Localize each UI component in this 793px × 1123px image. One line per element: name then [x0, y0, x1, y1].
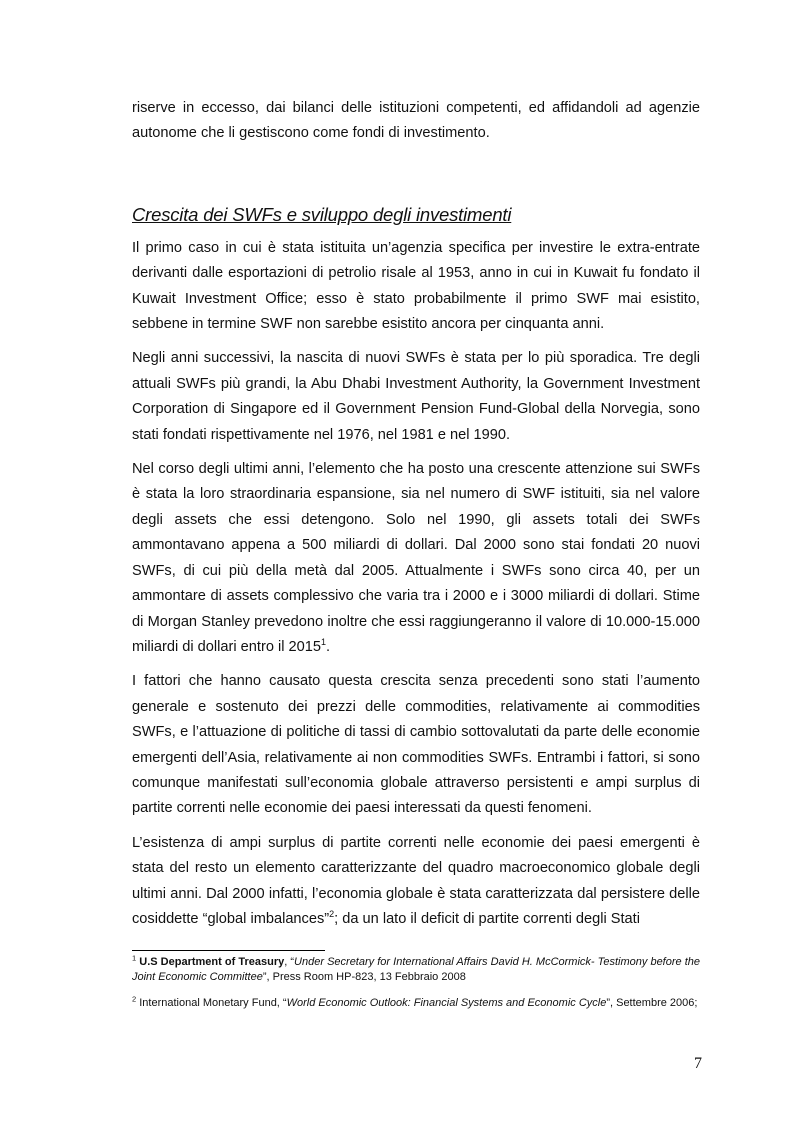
footnote-1: [132, 955, 700, 985]
footnote-author: U.S Department of Treasury: [139, 956, 285, 968]
paragraph-3: [132, 457, 700, 660]
footnote-pre: International Monetary Fund, “: [136, 997, 287, 1009]
paragraph-3-tail: .: [326, 638, 331, 655]
paragraph-1: Il primo caso in cui è stata istituita un’agenzia specifica per investire le extra-entrate derivanti dalle esportazioni di petrolio risale al 1953, anno in cui in Kuwait fu fondato il Kuwait Investment Office; esso è stato probabilmente il primo SWF mai esistito, sebbene in termine SWF non sarebbe esistito ancora per cinquanta anni.: [132, 239, 700, 333]
footnote-mark: 2: [132, 994, 137, 1004]
footnote-ref-2[interactable]: 2: [329, 909, 335, 920]
page-number: 7: [694, 1055, 702, 1072]
footnote-pre: , “: [284, 956, 295, 968]
footnote-post: ”, Press Room HP-823, 13 Febbraio 2008: [262, 971, 466, 983]
paragraph-5: [132, 831, 700, 933]
footnote-title: World Economic Outlook: Financial Systems and Economic Cycle: [286, 997, 607, 1009]
footnote-2: [132, 996, 700, 1011]
paragraph-5-text: L’esistenza di ampi surplus di partite correnti nelle economie dei paesi emergenti è stata del resto un elemento caratterizzante del quadro macroeconomico globale degli ultimi anni. Dal 2000 infatti, l’economia globale è stata caratterizzata dal persistere delle cosiddette “global imbalances”: [132, 834, 700, 927]
footnote-separator: [132, 950, 325, 951]
intro-paragraph: riserve in eccesso, dai bilanci delle istituzioni competenti, ed affidandoli ad agenzie autonome che li gestiscono come fondi di investimento.: [132, 100, 700, 142]
footnote-ref-1[interactable]: 1: [321, 637, 327, 648]
footnotes: [132, 955, 700, 1022]
paragraph-4: I fattori che hanno causato questa crescita senza precedenti sono stati l’aumento generale e sostenuto dei prezzi delle commodities, relativamente ai commodities SWFs, e l’attuazione di politiche di tassi di cambio sottovalutati da parte delle economie emergenti dell’Asia, relativamente ai non commodities SWFs. Entrambi i fattori, si sono comunque manifestati sull’economia globale attraverso persistenti e ampi surplus di partite correnti nelle economie dei paesi interessati da questi fenomeni.: [132, 673, 700, 817]
footnote-post: ”, Settembre 2006;: [606, 997, 698, 1009]
footnote-mark: 1: [132, 953, 137, 963]
footnote-title: Under Secretary for International Affairs David H. McCormick- Testimony before the Joint Economic Committee: [132, 956, 701, 983]
page-body: [132, 96, 700, 941]
paragraph-3-text: Nel corso degli ultimi anni, l’elemento che ha posto una crescente attenzione sui SWFs è stata la loro straordinaria espansione, sia nel numero di SWF istituiti, sia nel valore degli assets che essi detengono. Solo nel 1990, gli assets totali dei SWFs ammontavano appena a 500 miliardi di dollari. Dal 2000 sono stai fondati 20 nuovi SWFs, di cui più della metà dal 2005. Attualmente i SWFs sono circa 40, per un ammontare di assets complessivo che varia tra i 2000 e i 3000 miliardi di dollari. Stime di Morgan Stanley prevedono inoltre che essi raggiungeranno il valore di 10.000-15.000 miliardi di dollari entro il 2015: [132, 461, 700, 655]
paragraph-5-tail: ; da un lato il deficit di partite correnti degli Stati: [334, 910, 640, 927]
paragraph-2: Negli anni successivi, la nascita di nuovi SWFs è stata per lo più sporadica. Tre degli attuali SWFs più grandi, la Abu Dhabi Investment Authority, la Government Investment Corporation di Singapore ed il Government Pension Fund-Global della Norvegia, sono stati fondati rispettivamente nel 1976, nel 1981 e nel 1990.: [132, 350, 700, 443]
section-title: Crescita dei SWFs e sviluppo degli investimenti: [132, 203, 512, 225]
